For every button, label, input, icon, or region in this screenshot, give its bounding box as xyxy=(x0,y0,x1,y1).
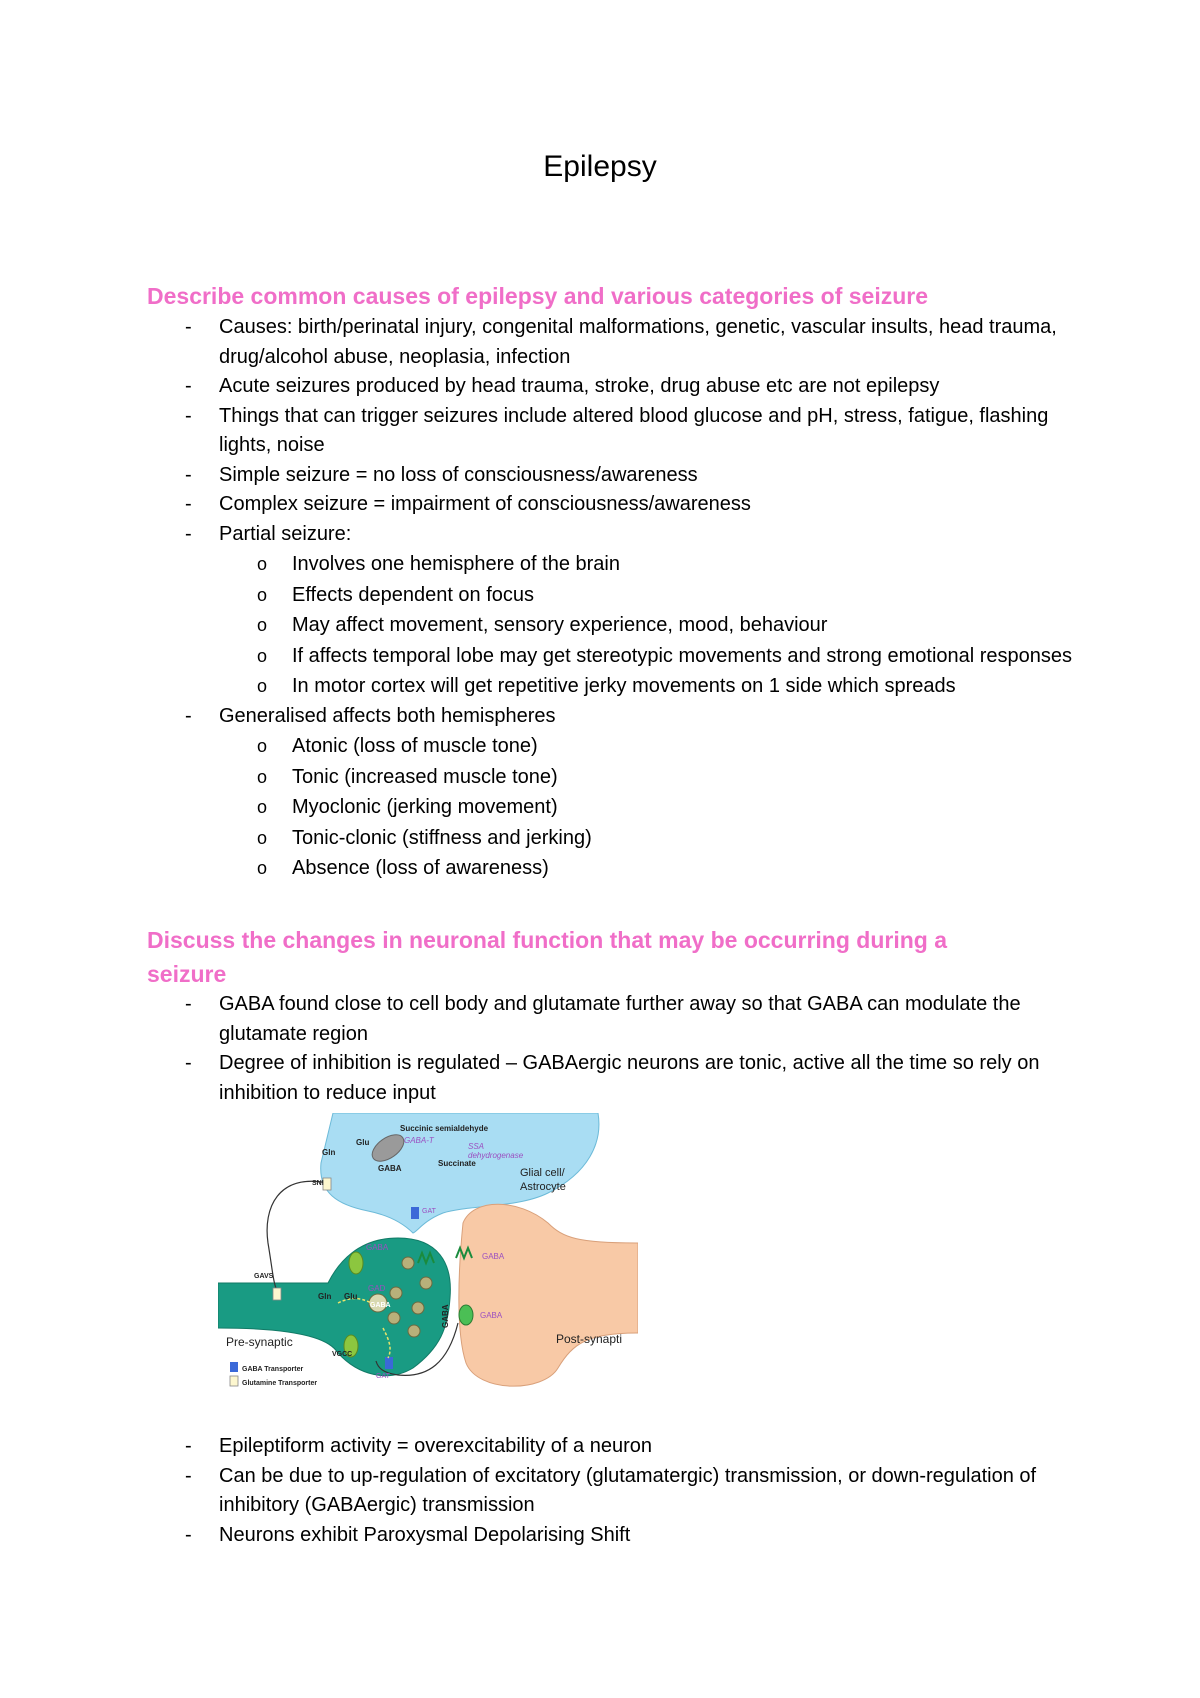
label: Succinic semialdehyde xyxy=(400,1124,489,1133)
circle-bullet: o xyxy=(257,554,268,574)
sub-list-item: o In motor cortex will get repetitive jerky movements on 1 side which spreads xyxy=(147,671,1077,702)
dash-bullet: - xyxy=(185,522,192,545)
circle-bullet: o xyxy=(257,615,268,635)
circle-bullet: o xyxy=(257,736,268,756)
circle-bullet: o xyxy=(257,584,268,605)
label: Gln xyxy=(322,1148,336,1157)
gaba-b-receptor xyxy=(349,1252,363,1274)
sub-list-item: o If affects temporal lobe may get stereotypic movements and strong emotional responses xyxy=(147,641,1077,672)
label: Post-synapti xyxy=(556,1332,623,1346)
sub-list-item: o Tonic (increased muscle tone) xyxy=(147,762,1077,793)
list-item: - Things that can trigger seizures include altered blood glucose and pH, stress, fatigue, flashing lights, noise xyxy=(147,402,1077,461)
circle-bullet: o xyxy=(257,858,268,878)
label: GABA xyxy=(482,1252,505,1261)
list-item: - Epileptiform activity = overexcitability of a neuron xyxy=(147,1432,1077,1462)
list-item: - Partial seizure: xyxy=(147,520,1077,550)
circle-bullet: o xyxy=(257,827,268,848)
label: GABA xyxy=(480,1311,503,1320)
dash-bullet: - xyxy=(185,404,192,427)
list-item: - Can be due to up-regulation of excitatory (glutamatergic) transmission, or down-regulation of inhibitory (GABAergic) transmission xyxy=(147,1462,1077,1521)
dash-bullet: - xyxy=(185,316,192,338)
list-item: - Acute seizures produced by head trauma, stroke, drug abuse etc are not epilepsy xyxy=(147,372,1077,402)
label: SNI xyxy=(312,1180,324,1187)
glutamine-transporter xyxy=(273,1288,281,1300)
legend-gaba-swatch xyxy=(230,1362,238,1372)
section-heading-neuronal-function: Discuss the changes in neuronal function that may be occurring during a seizure xyxy=(147,927,948,987)
label: Gln xyxy=(318,1292,332,1301)
legend-label: GABA Transporter xyxy=(242,1366,304,1373)
gaba-a-receptor xyxy=(459,1305,473,1325)
label: Astrocyte xyxy=(520,1181,566,1193)
list-item: - Complex seizure = impairment of consciousness/awareness xyxy=(147,490,1077,520)
label: dehydrogenase xyxy=(468,1151,524,1160)
label: GABA xyxy=(370,1302,391,1309)
label: GAVS xyxy=(254,1273,274,1280)
dash-bullet: - xyxy=(185,1523,192,1546)
section-heading-causes: Describe common causes of epilepsy and various categories of seizure xyxy=(147,283,929,309)
label: Glial cell/ xyxy=(520,1167,565,1179)
list-item: - Simple seizure = no loss of consciousness/awareness xyxy=(147,461,1077,491)
dash-bullet: - xyxy=(185,704,192,727)
sub-list-item: o Absence (loss of awareness) xyxy=(147,853,1077,884)
legend-label: Glutamine Transporter xyxy=(242,1380,318,1387)
label: Pre-synaptic xyxy=(226,1335,293,1349)
dash-bullet: - xyxy=(185,1435,192,1457)
label: Succinate xyxy=(438,1159,476,1168)
label: GABA xyxy=(378,1164,402,1173)
list-item: - Generalised affects both hemispheres xyxy=(147,702,1077,732)
legend-gln-swatch xyxy=(230,1376,238,1386)
sub-list-item: o Effects dependent on focus xyxy=(147,580,1077,611)
dash-bullet: - xyxy=(185,375,192,397)
list-item: - Neurons exhibit Paroxysmal Depolarising Shift xyxy=(147,1521,1077,1551)
gaba-synapse-diagram xyxy=(218,1113,638,1390)
label: GABA xyxy=(366,1243,389,1252)
sub-list-item: o Myoclonic (jerking movement) xyxy=(147,792,1077,823)
page-title: Epilepsy xyxy=(543,150,657,183)
label: GAT xyxy=(422,1208,436,1215)
label: VGCC xyxy=(332,1351,353,1358)
sub-list-item: o May affect movement, sensory experience, mood, behaviour xyxy=(147,610,1077,641)
neuronal-list xyxy=(147,990,1077,1108)
label: GAD xyxy=(368,1284,386,1293)
circle-bullet: o xyxy=(257,645,268,666)
label: GABA-T xyxy=(404,1136,434,1145)
label: Glu xyxy=(344,1292,358,1301)
epileptiform-list xyxy=(147,1432,1077,1550)
postsynaptic-neuron xyxy=(459,1204,638,1386)
label: GAT xyxy=(376,1373,390,1380)
label: Glu xyxy=(356,1138,370,1147)
label: SSA xyxy=(468,1142,485,1151)
label: GABA xyxy=(441,1304,450,1328)
gaba-transporter xyxy=(385,1357,393,1369)
list-item: - GABA found close to cell body and glutamate further away so that GABA can modulate the glutamate region xyxy=(147,990,1077,1049)
causes-list xyxy=(147,313,1077,884)
sub-list-item: o Tonic-clonic (stiffness and jerking) xyxy=(147,823,1077,854)
dash-bullet: - xyxy=(185,463,192,486)
list-item: - Causes: birth/perinatal injury, congenital malformations, genetic, vascular insults, head trauma, drug/alcohol abuse, neoplasia, infection xyxy=(147,313,1077,372)
glutamine-transporter xyxy=(323,1178,331,1190)
sub-list-item: o Involves one hemisphere of the brain xyxy=(147,549,1077,580)
circle-bullet: o xyxy=(257,766,268,787)
dash-bullet: - xyxy=(185,493,192,515)
sub-list-item: o Atonic (loss of muscle tone) xyxy=(147,731,1077,762)
circle-bullet: o xyxy=(257,797,268,817)
dash-bullet: - xyxy=(185,1052,192,1074)
dash-bullet: - xyxy=(185,993,192,1015)
list-item: - Degree of inhibition is regulated – GABAergic neurons are tonic, active all the time so rely on inhibition to reduce input xyxy=(147,1049,1077,1108)
circle-bullet: o xyxy=(257,676,268,696)
gaba-transporter xyxy=(411,1207,419,1219)
dash-bullet: - xyxy=(185,1464,192,1487)
